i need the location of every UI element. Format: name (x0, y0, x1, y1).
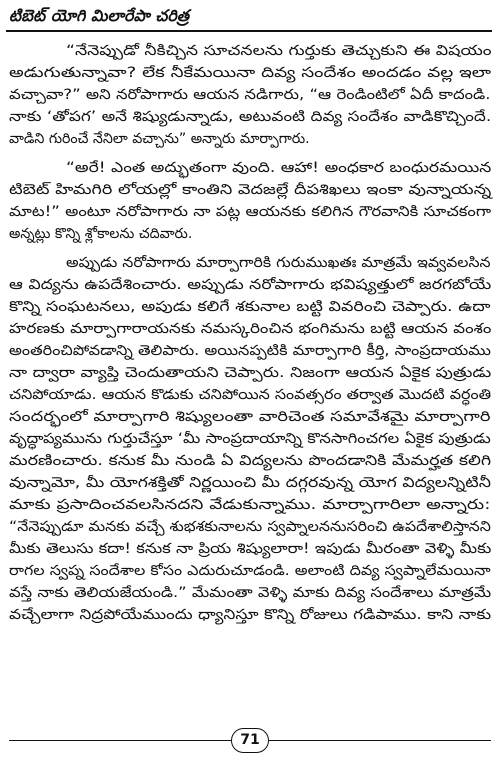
page-number: 71 (231, 728, 269, 753)
text-line: అడుగుతున్నావా? లేక నీకేమయినా దివ్య సందేశం అందడం వల్ల ఇలా (9, 65, 492, 81)
text-line: మరణించారు. కనుక మీ నుండి ఏ విద్యలను పొందడానికి మేమర్హత కలిగి (9, 453, 492, 469)
text-line: నాకు ‘తోపగ’ అనే శిష్యుడున్నాడు, అటువంటి దివ్య సందేశం వాడికొచ్చిందే. (9, 109, 492, 125)
footer-rule-left (9, 740, 231, 741)
text-line: వచ్చేలాగా నిద్రపోయేముందు ధ్యానిస్తూ కొన్ని రోజులు గడిపాము. కాని నాకు (9, 607, 492, 623)
text-line: “నేనెప్పుడో నీకిచ్చిన సూచనలను గుర్తుకు తెచ్చుకుని ఈ విషయం (66, 43, 492, 59)
text-line: మీకు తెలుసు కదా! కనుక నా ప్రియ శిష్యులారా! ఇపుడు మీరంతా వెళ్ళి మీకు (9, 541, 492, 557)
text-line: “నేనెప్పుడూ మనకు వచ్చే శుభశకునాలను స్వప్నాలననుసరించి ఉపదేశాలిస్తానని (9, 519, 491, 535)
text-line: అన్నట్లు కొన్ని శ్లోకాలను చదివారు. (9, 226, 193, 242)
text-line: వచ్చావా?” అని నరోపాగారు ఆయన నడిగారు, “ఆ రెండింటిలో ఏదీ కాదండి. (9, 87, 491, 103)
text-line: మాట!” అంటూ నరోపాగారు నా పట్ల ఆయనకు కలిగిన గౌరవానికి సూచకంగా (9, 204, 492, 220)
text-line: మాకు ప్రసాదించవలసినదని వేడుకున్నాము. మార్పాగారిలా అన్నారు: (9, 497, 491, 513)
text-line: నా ద్వారా వ్యాప్తి చెందుతాయని చెప్పారు. నిజంగా ఆయన ఏకైక పుత్రుడు (9, 365, 492, 381)
text-line: టిబెట్ హిమగిరి లోయల్లో కాంతిని వెదజల్లే దీపశిఖలు ఇంకా వున్నాయన్న (9, 182, 492, 198)
text-line: రాగల స్వప్న సందేశాల కోసం ఎదురుచూడండి. అలాంటి దివ్య స్వప్నాలేమయినా (9, 563, 491, 579)
text-line: ఆ విద్యను ఉపదేశించారు. అప్పుడు నరోపాగారు భవిష్యత్తులో జరగబోయే (9, 277, 492, 293)
footer-rule-right (269, 740, 491, 741)
text-line: వాడిని గురించే నేనిలా వచ్చాను” అన్నారు మార్పాగారు. (9, 131, 310, 147)
text-line: వున్నామో, మీ యోగశక్తితో నిర్ణయించి మీ దగ్గరవున్న యోగ విద్యలన్నిటినీ (9, 475, 491, 491)
text-line: చనిపోయాడు. ఆయన కొడుకు చనిపోయిన సంవత్సరం తర్వాత మొదటి వర్ధంతి (9, 387, 492, 403)
text-line: వస్తే నాకు తెలియజేయండి.” మేమంతా వెళ్ళి మాకు దివ్య సందేశాలు మాత్రమే (9, 585, 492, 601)
text-line: వృద్ధాప్యమును గుర్తుచేస్తూ ‘మీ సాంప్రదాయాన్ని కొనసాగించగల ఏకైక పుత్రుడు (9, 431, 491, 447)
text-line: “అరే! ఎంత అద్భుతంగా వుంది. ఆహా! అంధకార బంధురమయిన (66, 160, 492, 176)
text-line: అంతరించిపోవడాన్ని తెలిపారు. అయినప్పటికి మార్పాగారి కీర్తి, సాంప్రదాయము (9, 343, 491, 359)
text-line: కొన్ని సంఘటనలు, అపుడు కలిగే శకునాల బట్టి వివరించి చెప్పారు. ఉదా (9, 299, 491, 315)
text-line: హరణకు మార్పాగారాయనకు నమస్కరించిన భంగిమను బట్టి ఆయన వంశం (9, 321, 492, 337)
book-title: టిబెట్ యోగి మిలారేపా చరిత్ర (9, 6, 190, 25)
running-header (6, 6, 492, 32)
text-line: అప్పుడు నరోపాగారు మార్పాగారికి గురుముఖతః మాత్రమే ఇవ్వవలసిన (66, 255, 491, 271)
text-line: సందర్భంలో మార్పాగారి శిష్యులంతా వారిచెంత సమావేశమై మార్పాగారి (9, 409, 491, 425)
